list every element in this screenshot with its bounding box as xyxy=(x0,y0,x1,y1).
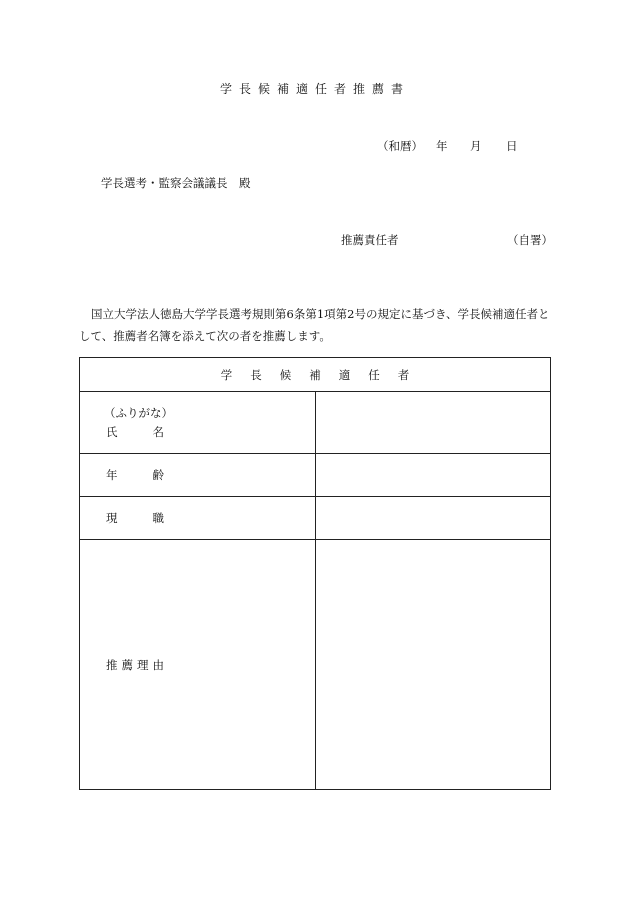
body-line-2: して、推薦者名簿を添えて次の者を推薦します。 xyxy=(79,329,331,343)
table-row xyxy=(80,497,551,540)
age-label: 年齢 xyxy=(106,468,164,482)
name-label-cell xyxy=(80,392,316,454)
position-label-cell xyxy=(80,497,316,540)
date-year-label: 年 xyxy=(436,139,448,153)
candidate-form-table xyxy=(79,357,551,790)
recommender-label: 推薦責任者 xyxy=(341,233,399,247)
age-label-cell xyxy=(80,454,316,497)
table-row xyxy=(80,540,551,790)
reason-label-cell xyxy=(80,540,316,790)
age-field[interactable] xyxy=(315,454,551,497)
reason-label: 推薦理由 xyxy=(106,657,168,672)
body-line-1: 国立大学法人徳島大学学長選考規則第6条第1項第2号の規定に基づき、学長候補適任者と xyxy=(91,307,550,321)
body-text xyxy=(79,303,555,347)
position-field[interactable] xyxy=(315,497,551,540)
table-row xyxy=(80,392,551,454)
date-day-label: 日 xyxy=(506,139,518,153)
document-title: 学長候補適任者推薦書 xyxy=(219,82,410,96)
addressee: 学長選考・監察会議議長 殿 xyxy=(101,176,251,190)
form-header-row xyxy=(80,358,551,392)
table-row xyxy=(80,454,551,497)
date-month-label: 月 xyxy=(470,139,482,153)
reason-field[interactable] xyxy=(315,540,551,790)
signature-note: （自署） xyxy=(507,233,553,247)
date-era: （和暦） xyxy=(377,139,423,153)
name-field[interactable] xyxy=(315,392,551,454)
position-label: 現職 xyxy=(106,511,164,525)
name-label: 氏名 xyxy=(106,425,164,439)
furigana-label: （ふりがな） xyxy=(104,406,173,420)
form-header: 学長候補適任者 xyxy=(80,358,551,392)
